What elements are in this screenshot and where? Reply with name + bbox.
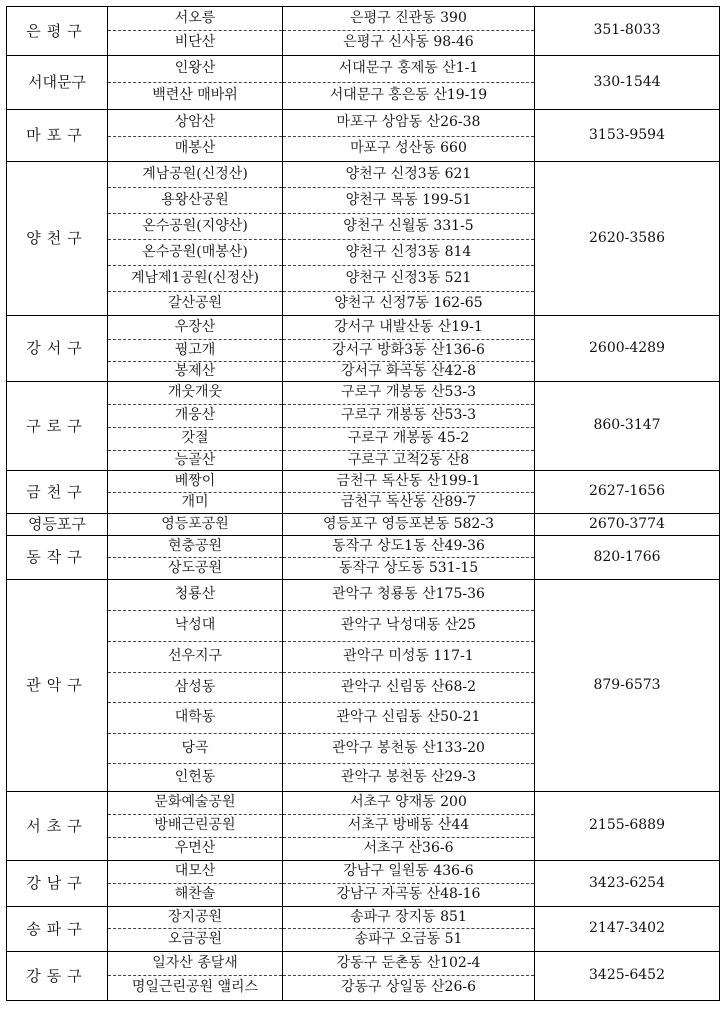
address-cell: 관악구 낙성대동 산25	[283, 611, 535, 642]
phone-cell: 330-1544	[535, 56, 720, 110]
address-cell: 구로구 개봉동 산53-3	[283, 382, 535, 405]
place-name-cell: 문화예술공원	[108, 792, 283, 815]
place-name-cell: 청룡산	[108, 580, 283, 611]
table-row	[7, 110, 720, 137]
place-name-cell: 상도공원	[108, 558, 283, 580]
place-name-cell: 백련산 매바위	[108, 83, 283, 110]
district-cell: 서초구	[7, 792, 108, 861]
address-cell: 관악구 신림동 산50-21	[283, 703, 535, 734]
district-cell: 서대문구	[7, 56, 108, 110]
place-name-cell: 삼성동	[108, 673, 283, 703]
place-name-cell: 우면산	[108, 838, 283, 861]
place-name-cell: 인왕산	[108, 56, 283, 83]
place-name-cell: 계남제1공원(신정산)	[108, 266, 283, 292]
place-name-cell: 해찬솔	[108, 884, 283, 907]
address-cell: 관악구 봉천동 산29-3	[283, 764, 535, 792]
address-cell: 금천구 독산동 산89-7	[283, 493, 535, 514]
place-name-cell: 인헌동	[108, 764, 283, 792]
place-name-cell: 계남공원(신정산)	[108, 162, 283, 188]
place-name-cell: 상암산	[108, 110, 283, 137]
place-name-cell: 갓절	[108, 428, 283, 451]
phone-cell: 3153-9594	[535, 110, 720, 162]
phone-cell: 879-6573	[535, 580, 720, 792]
district-cell: 양천구	[7, 162, 108, 316]
place-name-cell: 당곡	[108, 734, 283, 764]
address-cell: 서초구 방배동 산44	[283, 815, 535, 838]
table-row	[7, 162, 720, 188]
address-cell: 강서구 화곡동 산42-8	[283, 362, 535, 382]
phone-cell: 820-1766	[535, 536, 720, 580]
address-cell: 동작구 상도동 531-15	[283, 558, 535, 580]
address-cell: 관악구 청룡동 산175-36	[283, 580, 535, 611]
address-cell: 마포구 상암동 산26-38	[283, 110, 535, 137]
district-parks-table	[6, 6, 720, 1001]
address-cell: 강서구 내발산동 산19-1	[283, 316, 535, 340]
district-cell: 강남구	[7, 861, 108, 907]
phone-cell: 2670-3774	[535, 514, 720, 536]
place-name-cell: 우장산	[108, 316, 283, 340]
place-name-cell: 서오릉	[108, 7, 283, 31]
phone-cell: 2627-1656	[535, 471, 720, 514]
place-name-cell: 오금공원	[108, 929, 283, 952]
phone-cell: 2620-3586	[535, 162, 720, 316]
address-cell: 양천구 신정7동 162-65	[283, 292, 535, 316]
address-cell: 마포구 성산동 660	[283, 137, 535, 162]
phone-cell: 351-8033	[535, 7, 720, 56]
district-cell: 강서구	[7, 316, 108, 382]
place-name-cell: 능골산	[108, 451, 283, 471]
place-name-cell: 영등포공원	[108, 514, 283, 536]
address-cell: 관악구 봉천동 산133-20	[283, 734, 535, 764]
phone-cell: 2155-6889	[535, 792, 720, 861]
place-name-cell: 대학동	[108, 703, 283, 734]
address-cell: 양천구 신정3동 521	[283, 266, 535, 292]
place-name-cell: 개웃개웃	[108, 382, 283, 405]
place-name-cell: 장지공원	[108, 907, 283, 929]
table-row	[7, 382, 720, 405]
address-cell: 서대문구 홍제동 산1-1	[283, 56, 535, 83]
address-cell: 송파구 장지동 851	[283, 907, 535, 929]
place-name-cell: 꿩고개	[108, 340, 283, 362]
address-cell: 강서구 방화3동 산136-6	[283, 340, 535, 362]
address-cell: 양천구 목동 199-51	[283, 188, 535, 214]
phone-cell: 3425-6452	[535, 952, 720, 1001]
address-cell: 강남구 일원동 436-6	[283, 861, 535, 884]
place-name-cell: 개웅산	[108, 405, 283, 428]
place-name-cell: 갈산공원	[108, 292, 283, 316]
district-cell: 송파구	[7, 907, 108, 952]
place-name-cell: 온수공원(지양산)	[108, 214, 283, 240]
place-name-cell: 봉제산	[108, 362, 283, 382]
address-cell: 강남구 자곡동 산48-16	[283, 884, 535, 907]
address-cell: 서초구 산36-6	[283, 838, 535, 861]
place-name-cell: 일자산 종달새	[108, 952, 283, 976]
address-cell: 양천구 신정3동 814	[283, 240, 535, 266]
district-cell: 영등포구	[7, 514, 108, 536]
table-row	[7, 861, 720, 884]
place-name-cell: 비단산	[108, 31, 283, 56]
address-cell: 금천구 독산동 산199-1	[283, 471, 535, 493]
table-body	[7, 7, 720, 1001]
address-cell: 양천구 신월동 331-5	[283, 214, 535, 240]
phone-cell: 2600-4289	[535, 316, 720, 382]
address-cell: 송파구 오금동 51	[283, 929, 535, 952]
place-name-cell: 대모산	[108, 861, 283, 884]
table-row	[7, 792, 720, 815]
table-row	[7, 56, 720, 83]
place-name-cell: 낙성대	[108, 611, 283, 642]
place-name-cell: 선우지구	[108, 642, 283, 673]
phone-cell: 860-3147	[535, 382, 720, 471]
district-cell: 은평구	[7, 7, 108, 56]
district-cell: 구로구	[7, 382, 108, 471]
place-name-cell: 매봉산	[108, 137, 283, 162]
address-cell: 관악구 미성동 117-1	[283, 642, 535, 673]
table-row	[7, 536, 720, 558]
address-cell: 서대문구 홍은동 산19-19	[283, 83, 535, 110]
place-name-cell: 용왕산공원	[108, 188, 283, 214]
table-row	[7, 952, 720, 976]
place-name-cell: 온수공원(매봉산)	[108, 240, 283, 266]
address-cell: 관악구 신림동 산68-2	[283, 673, 535, 703]
address-cell: 양천구 신정3동 621	[283, 162, 535, 188]
place-name-cell: 현충공원	[108, 536, 283, 558]
district-cell: 강동구	[7, 952, 108, 1001]
table-row	[7, 514, 720, 536]
address-cell: 구로구 개봉동 45-2	[283, 428, 535, 451]
address-cell: 은평구 진관동 390	[283, 7, 535, 31]
district-cell: 관악구	[7, 580, 108, 792]
place-name-cell: 방배근린공원	[108, 815, 283, 838]
table-row	[7, 7, 720, 31]
district-cell: 동작구	[7, 536, 108, 580]
address-cell: 강동구 둔촌동 산102-4	[283, 952, 535, 976]
table-row	[7, 471, 720, 493]
table-row	[7, 316, 720, 340]
district-cell: 금천구	[7, 471, 108, 514]
place-name-cell: 명일근린공원 앨리스	[108, 976, 283, 1001]
phone-cell: 2147-3402	[535, 907, 720, 952]
address-cell: 동작구 상도1동 산49-36	[283, 536, 535, 558]
place-name-cell: 베짱이	[108, 471, 283, 493]
address-cell: 서초구 양재동 200	[283, 792, 535, 815]
address-cell: 구로구 개봉동 산53-3	[283, 405, 535, 428]
phone-cell: 3423-6254	[535, 861, 720, 907]
place-name-cell: 개미	[108, 493, 283, 514]
address-cell: 구로구 고척2동 산8	[283, 451, 535, 471]
district-cell: 마포구	[7, 110, 108, 162]
address-cell: 강동구 상일동 산26-6	[283, 976, 535, 1001]
table-row	[7, 907, 720, 929]
table-row	[7, 580, 720, 611]
address-cell: 영등포구 영등포본동 582-3	[283, 514, 535, 536]
address-cell: 은평구 신사동 98-46	[283, 31, 535, 56]
